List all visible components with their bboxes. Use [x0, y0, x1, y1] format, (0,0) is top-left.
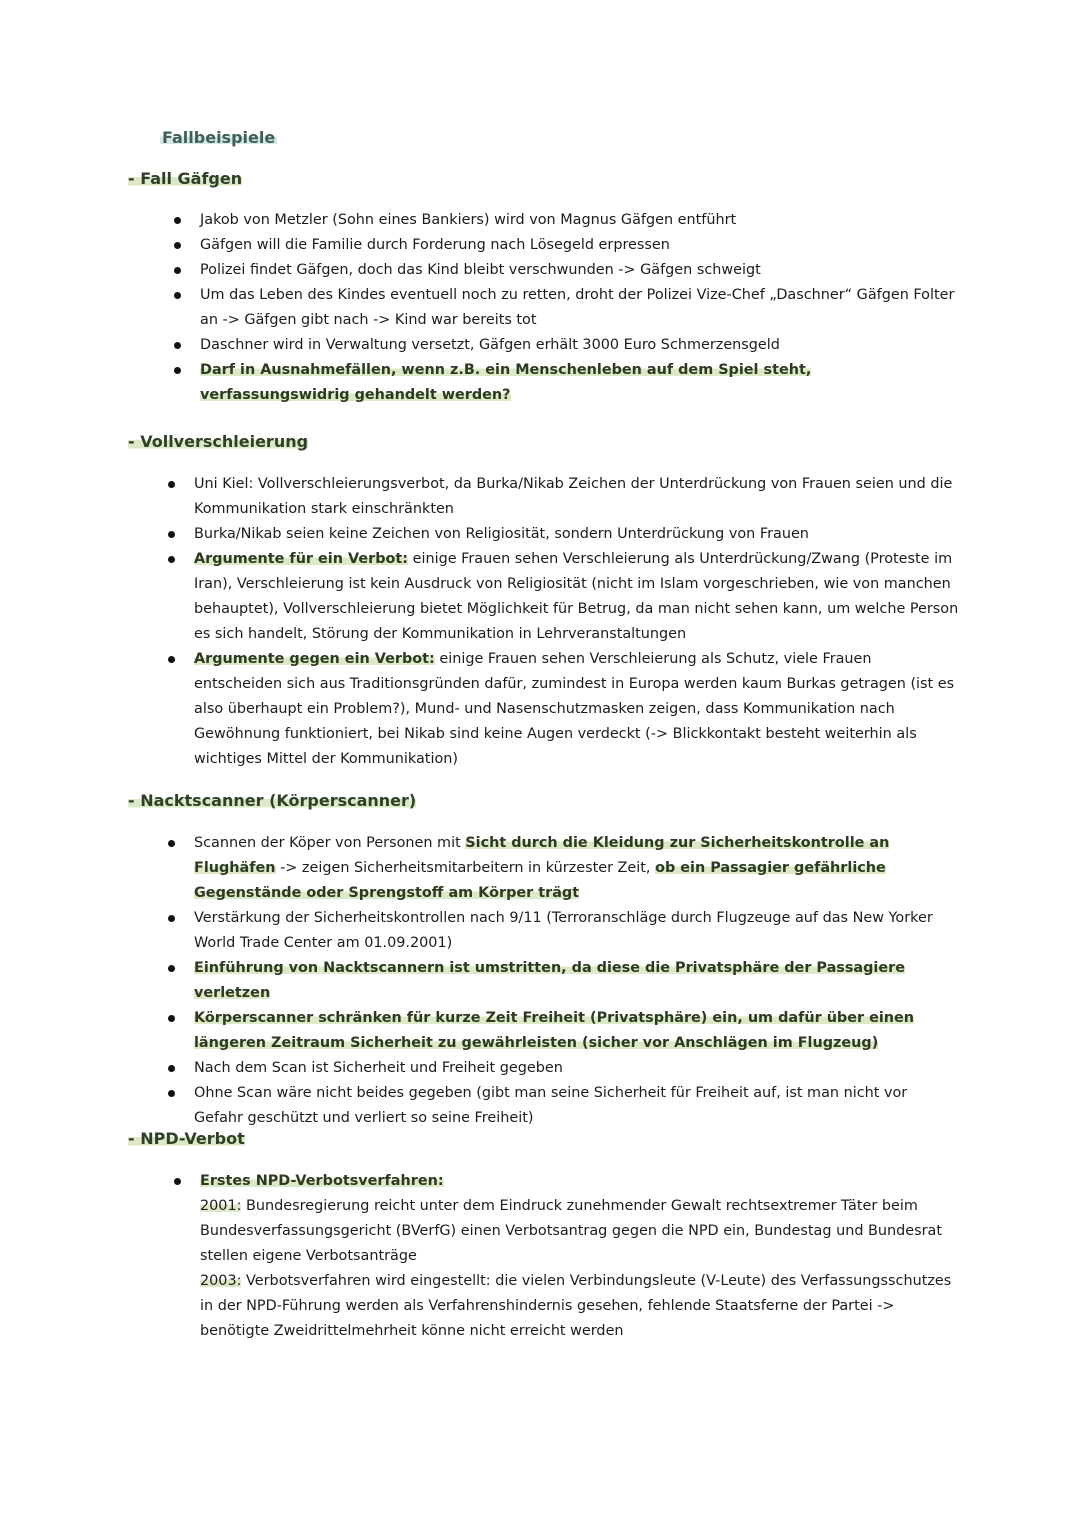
bullet-icon: [174, 292, 181, 299]
bullet-icon: [168, 481, 175, 488]
page-title: Fallbeispiele: [162, 128, 276, 147]
list-item: Polizei findet Gäfgen, doch das Kind bleibt verschwunden -> Gäfgen schweigt: [200, 258, 960, 283]
list-item: Argumente für ein Verbot: einige Frauen sehen Verschleierung als Unterdrückung/Zwang (Proteste im Iran), Verschleierung ist kein Ausdruck von Religiosität (nicht im Islam vorgeschrieben, wie von manchen behauptet), Vollverschleierung bietet Möglichkeit für Betrug, da man nicht sehen kann, um welche Person es sich handelt, Störung der Kommunikation in Lehrveranstaltungen: [194, 547, 960, 647]
list-item: Burka/Nikab seien keine Zeichen von Religiosität, sondern Unterdrückung von Frauen: [194, 522, 960, 547]
list-item: Erstes NPD-Verbotsverfahren: 2001: Bundesregierung reicht unter dem Eindruck zunehmender Gewalt rechtsextremer Täter beim Bundesverfassungsgericht (BVerfG) einen Verbotsantrag gegen die NPD ein, Bundestag und Bundesrat stellen eigene Verbotsanträge 2003: Verbotsverfahren wird eingestellt: die vielen Verbindungsleute (V-Leute) des Verfassungsschutzes in der NPD-Führung werden als Verfahrenshindernis gesehen, fehlende Staatsferne der Partei -> benötigte Zweidrittelmehrheit könne nicht erreicht werden: [200, 1169, 960, 1344]
bullet-icon: [168, 1015, 175, 1022]
bullet-icon: [174, 267, 181, 274]
list-item: Darf in Ausnahmefällen, wenn z.B. ein Menschenleben auf dem Spiel steht, verfassungswidrig gehandelt werden?: [200, 358, 960, 408]
list-item: Nach dem Scan ist Sicherheit und Freiheit gegeben: [194, 1056, 960, 1081]
list-item: Einführung von Nacktscannern ist umstritten, da diese die Privatsphäre der Passagiere verletzen: [194, 956, 960, 1006]
vollverschleierung-list: [194, 472, 960, 772]
bullet-icon: [168, 915, 175, 922]
section-heading-vollverschleierung: - Vollverschleierung: [128, 432, 309, 451]
list-item: Daschner wird in Verwaltung versetzt, Gäfgen erhält 3000 Euro Schmerzensgeld: [200, 333, 960, 358]
bullet-icon: [168, 656, 175, 663]
list-item: Uni Kiel: Vollverschleierungsverbot, da Burka/Nikab Zeichen der Unterdrückung von Frauen seien und die Kommunikation stark einschränkten: [194, 472, 960, 522]
bullet-icon: [168, 556, 175, 563]
section-heading-gaefgen: - Fall Gäfgen: [128, 169, 243, 188]
bullet-icon: [168, 531, 175, 538]
year-label-2001: 2001:: [200, 1198, 242, 1214]
list-item: Ohne Scan wäre nicht beides gegeben (gibt man seine Sicherheit für Freiheit auf, ist man nicht vor Gefahr geschützt und verliert so seine Freiheit): [194, 1081, 960, 1131]
npd-subheading: Erstes NPD-Verbotsverfahren:: [200, 1173, 444, 1189]
bullet-icon: [174, 217, 181, 224]
year-label-2003: 2003:: [200, 1273, 242, 1289]
bullet-icon: [174, 1178, 181, 1185]
bullet-icon: [174, 342, 181, 349]
bullet-icon: [168, 840, 175, 847]
list-item: Verstärkung der Sicherheitskontrollen nach 9/11 (Terroranschläge durch Flugzeuge auf das New Yorker World Trade Center am 01.09.2001): [194, 906, 960, 956]
bullet-icon: [174, 367, 181, 374]
section-heading-npd: - NPD-Verbot: [128, 1129, 245, 1148]
bullet-icon: [168, 965, 175, 972]
bullet-icon: [168, 1090, 175, 1097]
nacktscanner-list: [194, 831, 960, 1131]
list-item: Argumente gegen ein Verbot: einige Frauen sehen Verschleierung als Schutz, viele Frauen entscheiden sich aus Traditionsgründen dafür, zumindest in Europa werden kaum Burkas getragen (ist es also überhaupt ein Problem?), Mund- und Nasenschutzmasken zeigen, dass Kommunikation nach Gewöhnung funktioniert, bei Nikab sind keine Augen verdeckt (-> Blickkontakt besteht weiterhin als wichtiges Mittel der Kommunikation): [194, 647, 960, 772]
list-item: Gäfgen will die Familie durch Forderung nach Lösegeld erpressen: [200, 233, 960, 258]
npd-list: [200, 1169, 960, 1344]
gaefgen-list: [200, 208, 960, 408]
bullet-icon: [174, 242, 181, 249]
list-item: Scannen der Köper von Personen mit Sicht durch die Kleidung zur Sicherheitskontrolle an Flughäfen -> zeigen Sicherheitsmitarbeitern in kürzester Zeit, ob ein Passagier gefährliche Gegenstände oder Sprengstoff am Körper trägt: [194, 831, 960, 906]
list-item: Um das Leben des Kindes eventuell noch zu retten, droht der Polizei Vize-Chef „Daschner“ Gäfgen Folter an -> Gäfgen gibt nach -> Kind war bereits tot: [200, 283, 960, 333]
list-item: Jakob von Metzler (Sohn eines Bankiers) wird von Magnus Gäfgen entführt: [200, 208, 960, 233]
section-heading-nacktscanner: - Nacktscanner (Körperscanner): [128, 791, 417, 810]
bullet-icon: [168, 1065, 175, 1072]
list-item: Körperscanner schränken für kurze Zeit Freiheit (Privatsphäre) ein, um dafür über einen längeren Zeitraum Sicherheit zu gewährleisten (sicher vor Anschlägen im Flugzeug): [194, 1006, 960, 1056]
